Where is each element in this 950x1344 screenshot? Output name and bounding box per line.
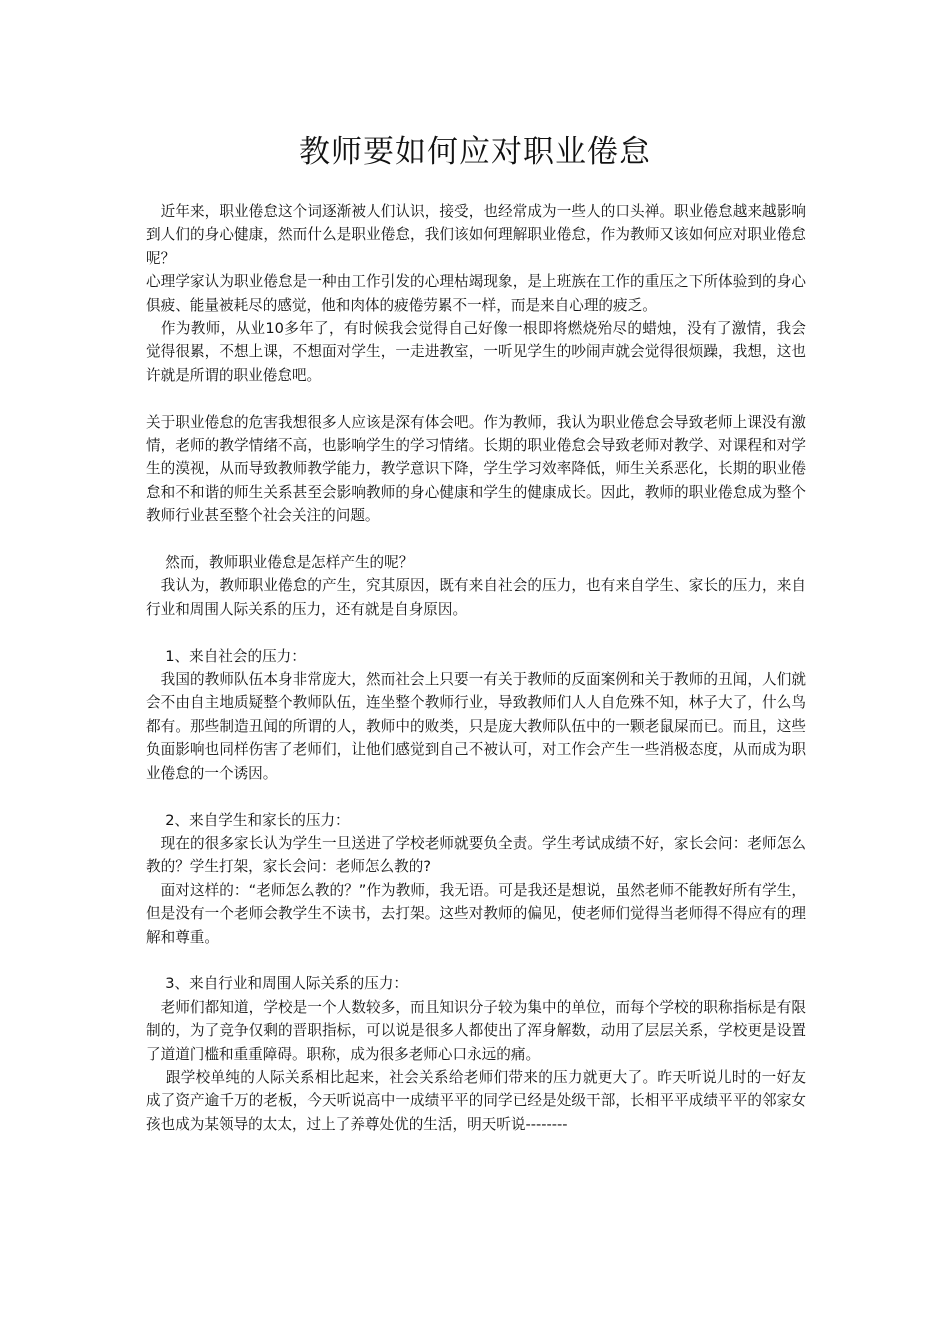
section-heading-2: 2、来自学生和家长的压力： xyxy=(146,811,350,829)
paragraph-spacer xyxy=(146,621,806,644)
document-title: 教师要如何应对职业倦怠 xyxy=(299,134,651,170)
section-heading-1: 1、来自社会的压力： xyxy=(146,647,306,665)
paragraph-teacher-response: 面对这样的：“老师怎么教的？”作为教师，我无语。可是我还是想说，虽然老师不能教好所有学生，但是没有一个老师会教学生不读书，去打架。这些对教师的偏见，使老师们觉得当老师得不得应有的理解和尊重。 xyxy=(146,881,806,946)
paragraph-question: 然而，教师职业倦怠是怎样产生的呢？ xyxy=(146,554,414,572)
paragraph-social-pressure: 我国的教师队伍本身非常庞大，然而社会上只要一有关于教师的反面案例和关于教师的丑闻，人们就会不由自主地质疑整个教师队伍，连坐整个教师行业，导致教师们人人自危殊不知，林子大了，什么鸟都有。那些制造丑闻的所谓的人，教师中的败类，只是庞大教师队伍中的一颗老鼠屎而已。而且，这些负面影响也同样伤害了老师们，让他们感觉到自己不被认可，对工作会产生一些消极态度，从而成为职业倦怠的一个诱因。 xyxy=(146,671,806,782)
paragraph-spacer xyxy=(146,528,806,551)
paragraph-harm: 关于职业倦怠的危害我想很多人应该是深有体会吧。作为教师，我认为职业倦怠会导致老师上课没有激情，老师的教学情绪不高，也影响学生的学习情绪。长期的职业倦怠会导致老师对教学、对课程和对学生的漠视，从而导致教师教学能力，教学意识下降，学生学习效率降低，师生关系恶化，长期的职业倦怠和不和谐的师生关系甚至会影响教师的身心健康和学生的健康成长。因此，教师的职业倦怠成为整个教师行业甚至整个社会关注的问题。 xyxy=(146,413,806,525)
paragraph-spacer xyxy=(146,785,806,808)
paragraph-professional-title: 老师们都知道，学校是一个人数较多，而且知识分子较为集中的单位，而每个学校的职称指标是有限制的，为了竞争仅剩的晋职指标，可以说是很多人都使出了浑身解数，动用了层层关系，学校更是设置了道道门槛和重重障碍。职称，成为很多老师心口永远的痛。 xyxy=(146,998,806,1063)
document-body xyxy=(146,200,806,1136)
paragraph-causes: 我认为，教师职业倦怠的产生，究其原因，既有来自社会的压力，也有来自学生、家长的压力，来自行业和周围人际关系的压力，还有就是自身原因。 xyxy=(146,577,806,618)
paragraph-social-relations: 跟学校单纯的人际关系相比起来，社会关系给老师们带来的压力就更大了。昨天听说儿时的一好友成了资产逾千万的老板，今天听说高中一成绩平平的同学已经是处级干部，长相平平成绩平平的邻家女孩也成为某领导的太太，过上了养尊处优的生活，明天听说-------- xyxy=(146,1068,806,1133)
paragraph-intro: 近年来，职业倦怠这个词逐渐被人们认识，接受，也经常成为一些人的口头禅。职业倦怠越来越影响到人们的身心健康，然而什么是职业倦怠，我们该如何理解职业倦怠，作为教师又该如何应对职业倦怠呢？ xyxy=(146,203,806,267)
paragraph-personal-experience: 作为教师，从业10多年了，有时候我会觉得自己好像一根即将燃烧殆尽的蜡烛，没有了激情，我会觉得很累，不想上课，不想面对学生，一走进教室，一听见学生的吵闹声就会觉得很烦躁，我想，这也许就是所谓的职业倦怠吧。 xyxy=(146,320,806,384)
paragraph-definition: 心理学家认为职业倦怠是一种由工作引发的心理枯竭现象，是上班族在工作的重压之下所体验到的身心俱疲、能量被耗尽的感觉，他和肉体的疲倦劳累不一样，而是来自心理的疲乏。 xyxy=(146,273,806,314)
paragraph-parent-pressure: 现在的很多家长认为学生一旦送进了学校老师就要负全责。学生考试成绩不好，家长会问：老师怎么教的？学生打架，家长会问：老师怎么教的? xyxy=(146,834,806,876)
section-heading-3: 3、来自行业和周围人际关系的压力： xyxy=(146,975,409,993)
paragraph-spacer xyxy=(146,387,806,410)
paragraph-spacer xyxy=(146,949,806,972)
